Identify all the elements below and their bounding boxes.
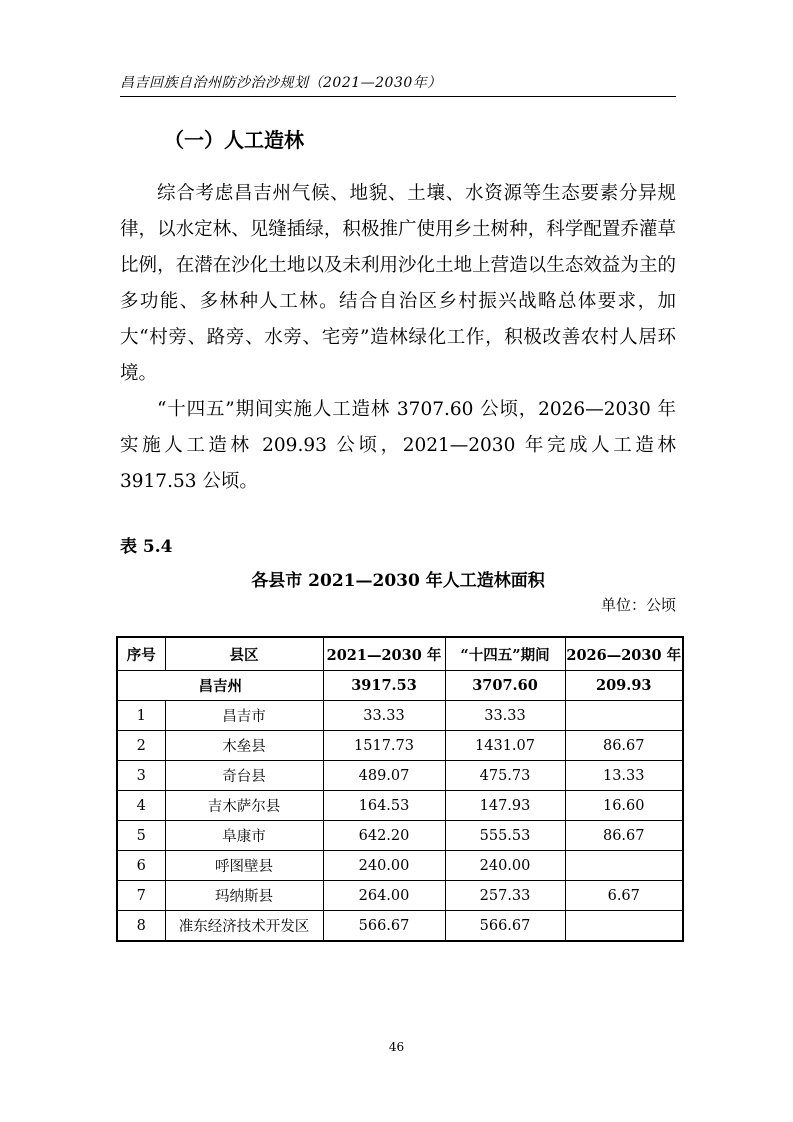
page-number: 46 xyxy=(388,1040,405,1054)
table-cell xyxy=(565,851,683,881)
table-cell: 16.60 xyxy=(565,791,683,821)
table-cell: 3 xyxy=(117,761,165,791)
table-cell: 玛纳斯县 xyxy=(165,881,323,911)
total-value: 3707.60 xyxy=(445,671,565,701)
table-row xyxy=(117,791,683,821)
section-heading: （一）人工造林 xyxy=(164,128,304,152)
header-divider xyxy=(120,96,676,97)
table-cell: 准东经济技术开发区 xyxy=(165,911,323,942)
table-cell: 阜康市 xyxy=(165,821,323,851)
table-cell: 642.20 xyxy=(323,821,445,851)
table-cell: 呼图壁县 xyxy=(165,851,323,881)
column-header: 序号 xyxy=(117,637,165,671)
column-header: 2026—2030 年 xyxy=(565,637,683,671)
body-text xyxy=(120,176,676,500)
total-row xyxy=(117,671,683,701)
column-header: 县区 xyxy=(165,637,323,671)
table-cell: 240.00 xyxy=(445,851,565,881)
table-number: 表 5.4 xyxy=(120,537,173,557)
table-cell: 1 xyxy=(117,701,165,731)
total-value: 209.93 xyxy=(565,671,683,701)
table-cell: 1517.73 xyxy=(323,731,445,761)
table-cell: 8 xyxy=(117,911,165,942)
total-value: 3917.53 xyxy=(323,671,445,701)
table-row xyxy=(117,881,683,911)
table-cell: 240.00 xyxy=(323,851,445,881)
table-header-row xyxy=(117,637,683,671)
table-cell: 33.33 xyxy=(323,701,445,731)
table-cell: 奇台县 xyxy=(165,761,323,791)
table-caption: 各县市 2021—2030 年人工造林面积 xyxy=(251,571,545,591)
table-cell: 475.73 xyxy=(445,761,565,791)
table-row xyxy=(117,701,683,731)
table-cell: 木垒县 xyxy=(165,731,323,761)
paragraph: “十四五”期间实施人工造林 3707.60 公顷，2026—2030 年实施人工造林 209.93 公顷，2021—2030 年完成人工造林 3917.53 公顷。 xyxy=(120,399,676,492)
paragraph: 综合考虑昌吉州气候、地貌、土壤、水资源等生态要素分异规律，以水定林、见缝插绿，积极推广使用乡土树种，科学配置乔灌草比例，在潜在沙化土地以及未利用沙化土地上营造以生态效益为主的多功能、多林种人工林。结合自治区乡村振兴战略总体要求，加大“村旁、路旁、水旁、宅旁”造林绿化工作，积极改善农村人居环境。 xyxy=(120,183,676,384)
table-cell: 13.33 xyxy=(565,761,683,791)
table-cell: 4 xyxy=(117,791,165,821)
table-cell: 2 xyxy=(117,731,165,761)
table-cell xyxy=(565,701,683,731)
table-row xyxy=(117,851,683,881)
table-cell: 1431.07 xyxy=(445,731,565,761)
table-cell: 昌吉市 xyxy=(165,701,323,731)
running-header: 昌吉回族自治州防沙治沙规划（2021—2030年） xyxy=(120,75,442,91)
table-cell: 489.07 xyxy=(323,761,445,791)
table-cell: 147.93 xyxy=(445,791,565,821)
table-cell: 6.67 xyxy=(565,881,683,911)
table-cell: 555.53 xyxy=(445,821,565,851)
table-cell: 86.67 xyxy=(565,821,683,851)
column-header: “十四五”期间 xyxy=(445,637,565,671)
table-row xyxy=(117,731,683,761)
table-row xyxy=(117,821,683,851)
table-cell: 86.67 xyxy=(565,731,683,761)
table-cell: 566.67 xyxy=(445,911,565,942)
table-cell: 164.53 xyxy=(323,791,445,821)
table-cell: 7 xyxy=(117,881,165,911)
table-cell xyxy=(565,911,683,942)
table-cell: 33.33 xyxy=(445,701,565,731)
total-label: 昌吉州 xyxy=(117,671,323,701)
table-cell: 6 xyxy=(117,851,165,881)
table-row xyxy=(117,911,683,942)
column-header: 2021—2030 年 xyxy=(323,637,445,671)
table-cell: 5 xyxy=(117,821,165,851)
table-cell: 264.00 xyxy=(323,881,445,911)
table-cell: 吉木萨尔县 xyxy=(165,791,323,821)
table-unit-note: 单位：公顷 xyxy=(600,596,676,614)
afforestation-table xyxy=(116,636,684,942)
table-cell: 566.67 xyxy=(323,911,445,942)
table-row xyxy=(117,761,683,791)
table-cell: 257.33 xyxy=(445,881,565,911)
